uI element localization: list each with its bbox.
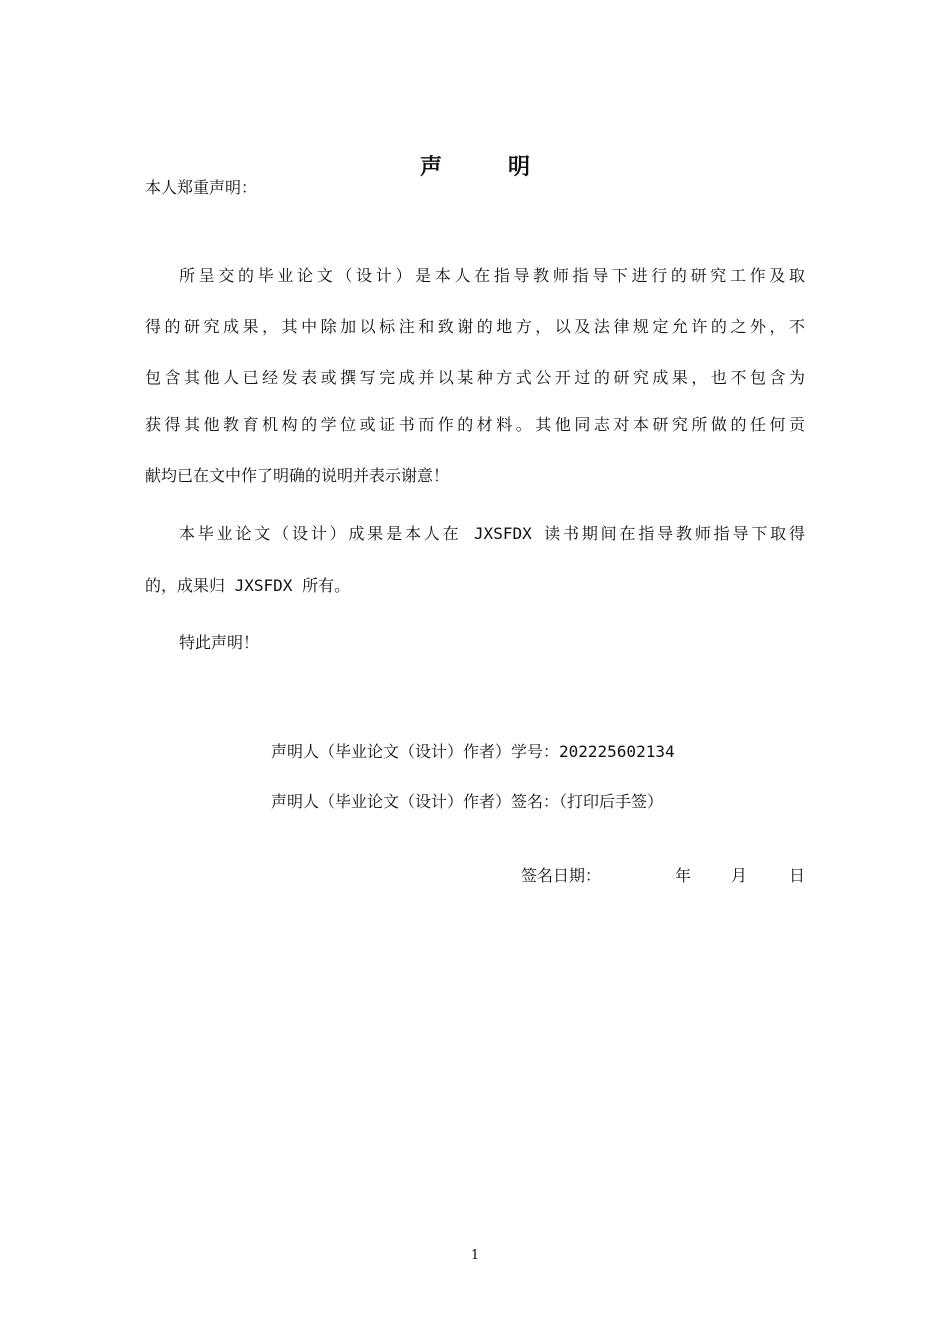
paragraph1-line-4: 获得其他教育机构的学位或证书而作的材料。其他同志对本研究所做的任何贡: [145, 415, 805, 434]
paragraph2-line-2: 的，成果归 JXSFDX 所有。: [145, 576, 351, 595]
paragraph1-line-3: 包含其他人已经发表或撰写完成并以某种方式公开过的研究成果，也不包含为: [145, 368, 805, 387]
date-label: 签名日期：: [521, 866, 602, 885]
page-title: [0, 150, 950, 181]
paragraph2-line-1: 本毕业论文（设计）成果是本人在 JXSFDX 读书期间在指导教师指导下取得: [179, 524, 805, 543]
date-month: 月: [731, 866, 748, 885]
date-day: 日: [789, 866, 806, 885]
title-char-right: 明: [508, 155, 531, 180]
title-char-left: 声: [419, 155, 442, 180]
salutation: 本人郑重声明：: [145, 178, 258, 197]
paragraph1-line-5: 献均已在文中作了明确的说明并表示谢意！: [145, 466, 450, 485]
date-year: 年: [675, 866, 692, 885]
paragraph1-line-1: 所呈交的毕业论文（设计）是本人在指导教师指导下进行的研究工作及取: [179, 266, 805, 285]
paragraph1-line-2: 得的研究成果，其中除加以标注和致谢的地方，以及法律规定允许的之外，不: [145, 317, 805, 336]
page-number: 1: [470, 1248, 480, 1263]
closing-statement: 特此声明！: [179, 633, 260, 652]
student-id-line: 声明人（毕业论文（设计）作者）学号：202225602134: [271, 742, 675, 761]
signature-line: 声明人（毕业论文（设计）作者）签名：（打印后手签）: [271, 792, 664, 811]
